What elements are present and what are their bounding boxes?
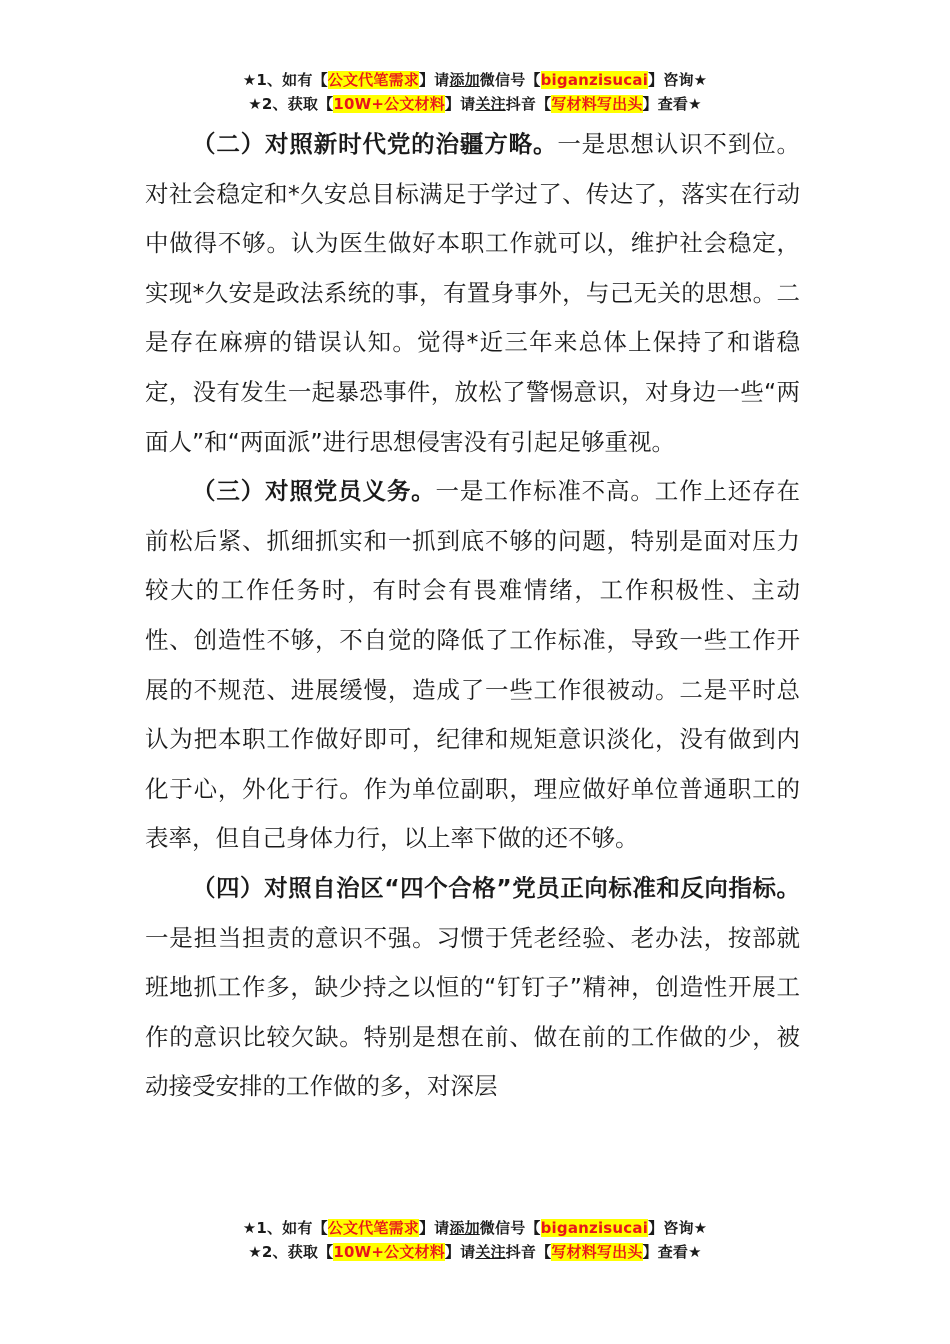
highlight-douyin-account: 写材料写出头 <box>551 95 643 113</box>
promo-line-1: ★1、如有【公文代笔需求】请添加微信号【biganzisucai】咨询★ <box>242 1219 708 1237</box>
paragraph-section-2 <box>145 120 800 467</box>
promo-banner-top <box>0 68 950 116</box>
highlight-materials: 10W+公文材料 <box>333 1243 445 1261</box>
document-body <box>145 120 800 1112</box>
section-heading: （三）对照党员义务。 <box>192 477 436 506</box>
section-heading: （二）对照新时代党的治疆方略。 <box>192 130 558 158</box>
highlight-douyin-account: 写材料写出头 <box>551 1243 643 1261</box>
promo-line-1: ★1、如有【公文代笔需求】请添加微信号【biganzisucai】咨询★ <box>242 71 708 89</box>
promo-line-2: ★2、获取【10W+公文材料】请关注抖音【写材料写出头】查看★ <box>248 1243 702 1261</box>
section-heading: （四）对照自治区“四个合格”党员正向标准和反向指标。 <box>192 873 800 902</box>
section-text: 一是工作标准不高。工作上还存在前松后紧、抓细抓实和一抓到底不够的问题，特别是面对压力较大的工作任务时，有时会有畏难情绪，工作积极性、主动性、创造性不够，不自觉的降低了工作标准，导致一些工作开展的不规范、进展缓慢，造成了一些工作很被动。二是平时总认为把本职工作做好即可，纪律和规矩意识淡化，没有做到内化于心，外化于行。作为单位副职，理应做好单位普通职工的表率，但自己身体力行，以上率下做的还不够。 <box>145 477 801 853</box>
section-text: 一是担当担责的意识不强。习惯于凭老经验、老办法，按部就班地抓工作多，缺少持之以恒的“钉钉子”精神，创造性开展工作的意识比较欠缺。特别是想在前、做在前的工作做的少，被动接受安排的工作做的多，对深层 <box>145 923 800 1101</box>
highlight-wechat-id: biganzisucai <box>540 1219 649 1237</box>
highlight-materials: 10W+公文材料 <box>333 95 445 113</box>
promo-banner-bottom <box>0 1216 950 1264</box>
highlight-service: 公文代笔需求 <box>327 1219 419 1237</box>
highlight-service: 公文代笔需求 <box>327 71 419 89</box>
promo-line-2: ★2、获取【10W+公文材料】请关注抖音【写材料写出头】查看★ <box>248 95 702 113</box>
highlight-wechat-id: biganzisucai <box>540 71 649 89</box>
section-text: 一是思想认识不到位。对社会稳定和*久安总目标满足于学过了、传达了，落实在行动中做得不够。认为医生做好本职工作就可以，维护社会稳定，实现*久安是政法系统的事，有置身事外，与己无关的思想。二是存在麻痹的错误认知。觉得*近三年来总体上保持了和谐稳定，没有发生一起暴恐事件，放松了警惕意识，对身边一些“两面人”和“两面派”进行思想侵害没有引起足够重视。 <box>145 130 800 456</box>
paragraph-section-4 <box>145 864 800 1112</box>
paragraph-section-3 <box>145 467 800 864</box>
